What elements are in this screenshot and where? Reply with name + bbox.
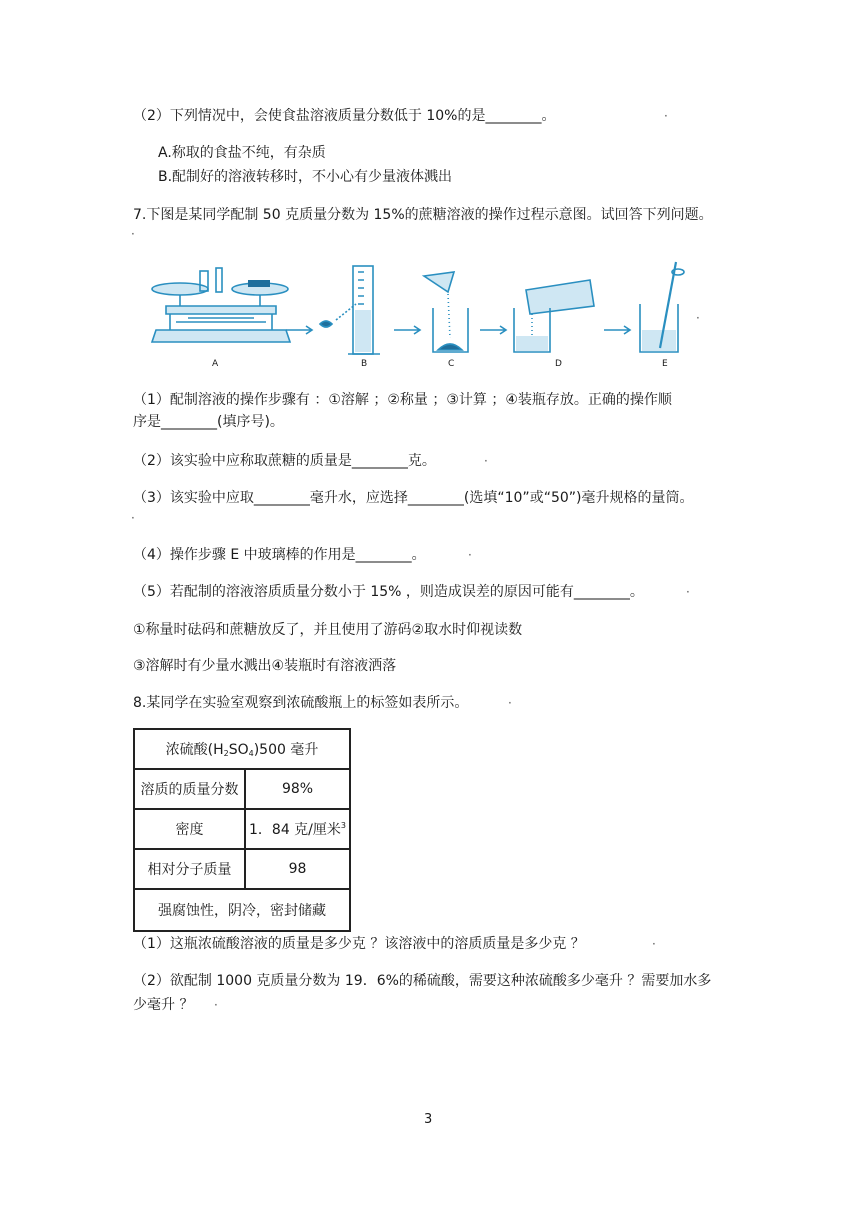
q6-option-a: A.称取的食盐不纯，有杂质 bbox=[158, 145, 326, 161]
diagram-label-b: B bbox=[361, 359, 368, 369]
q7-reasons-line2: ③溶解时有少量水溅出④装瓶时有溶液洒落 bbox=[133, 658, 397, 674]
arrow-icon bbox=[480, 326, 506, 334]
pouring-beakers-icon bbox=[514, 280, 594, 352]
beaker-stirring-icon bbox=[640, 262, 684, 352]
q7-part3: （3）该实验中应取________毫升水，应选择________(选填“10”或“50”)毫升规格的量筒。 bbox=[133, 490, 694, 506]
q7-stem: 7.下图是某同学配制 50 克质量分数为 15%的蔗糖溶液的操作过程示意图。试回答下列问题。 bbox=[133, 207, 713, 223]
solution-preparation-diagram bbox=[148, 258, 708, 358]
margin-mark: · bbox=[696, 311, 700, 325]
graduated-cylinder-icon bbox=[320, 266, 380, 354]
arrow-icon bbox=[394, 326, 420, 334]
q7-part1-line2: 序是________(填序号)。 bbox=[133, 414, 284, 430]
margin-mark: · bbox=[652, 937, 656, 951]
margin-mark: · bbox=[131, 227, 135, 241]
margin-mark: · bbox=[484, 454, 488, 468]
label-row-value: 98 bbox=[245, 849, 350, 889]
q7-part5: （5）若配制的溶液溶质质量分数小于 15% ，则造成误差的原因可能有________。 bbox=[133, 584, 644, 600]
margin-mark: · bbox=[664, 109, 668, 123]
margin-mark: · bbox=[686, 585, 690, 599]
q8-stem: 8.某同学在实验室观察到浓硫酸瓶上的标签如表所示。 bbox=[133, 695, 469, 711]
q7-reasons-line1: ①称量时砝码和蔗糖放反了，并且使用了游码②取水时仰视读数 bbox=[133, 622, 523, 638]
q8-part1: （1）这瓶浓硫酸溶液的质量是多少克 ？该溶液中的溶质质量是多少克 ？ bbox=[133, 936, 585, 952]
margin-mark: · bbox=[508, 696, 512, 710]
margin-mark: · bbox=[468, 548, 472, 562]
arrow-icon bbox=[604, 326, 630, 334]
q7-part4: （4）操作步骤 E 中玻璃棒的作用是________。 bbox=[133, 547, 426, 563]
margin-mark: · bbox=[214, 998, 218, 1012]
balance-icon bbox=[152, 268, 290, 342]
q6-part2: （2）下列情况中，会使食盐溶液质量分数低于 10%的是________。 bbox=[133, 108, 556, 124]
label-row-value: 98% bbox=[245, 769, 350, 809]
q7-part1-line1: （1）配制溶液的操作步骤有 ：①溶解 ；②称量 ；③计算 ；④装瓶存放。正确的操作顺 bbox=[133, 392, 672, 408]
diagram-label-d: D bbox=[555, 359, 562, 369]
acid-label-table bbox=[133, 728, 351, 932]
label-row-name: 密度 bbox=[134, 809, 245, 849]
diagram-label-e: E bbox=[662, 359, 668, 369]
label-row-name: 相对分子质量 bbox=[134, 849, 245, 889]
q6-option-b: B.配制好的溶液转移时，不小心有少量液体溅出 bbox=[158, 169, 453, 185]
diagram-label-a: A bbox=[212, 359, 219, 369]
diagram-label-c: C bbox=[448, 359, 455, 369]
label-row-name: 溶质的质量分数 bbox=[134, 769, 245, 809]
label-row-value: 1．84 克/厘米$^3$ bbox=[245, 809, 350, 849]
label-title: 浓硫酸$(H_2SO_4)500$ 毫升 bbox=[134, 729, 350, 769]
q7-part2: （2）该实验中应称取蔗糖的质量是________克。 bbox=[133, 453, 436, 469]
beaker-paper-icon bbox=[424, 272, 468, 352]
q8-part2-line1: （2）欲配制 1000 克质量分数为 19．6%的稀硫酸，需要这种浓硫酸多少毫升 ？需要加水多 bbox=[133, 973, 712, 989]
page-number: 3 bbox=[424, 1112, 433, 1127]
q8-part2-line2: 少毫升 ？ bbox=[133, 997, 194, 1013]
arrow-icon bbox=[286, 326, 312, 334]
label-footer: 强腐蚀性，阴冷，密封储藏 bbox=[134, 889, 350, 931]
margin-mark: · bbox=[131, 511, 135, 525]
